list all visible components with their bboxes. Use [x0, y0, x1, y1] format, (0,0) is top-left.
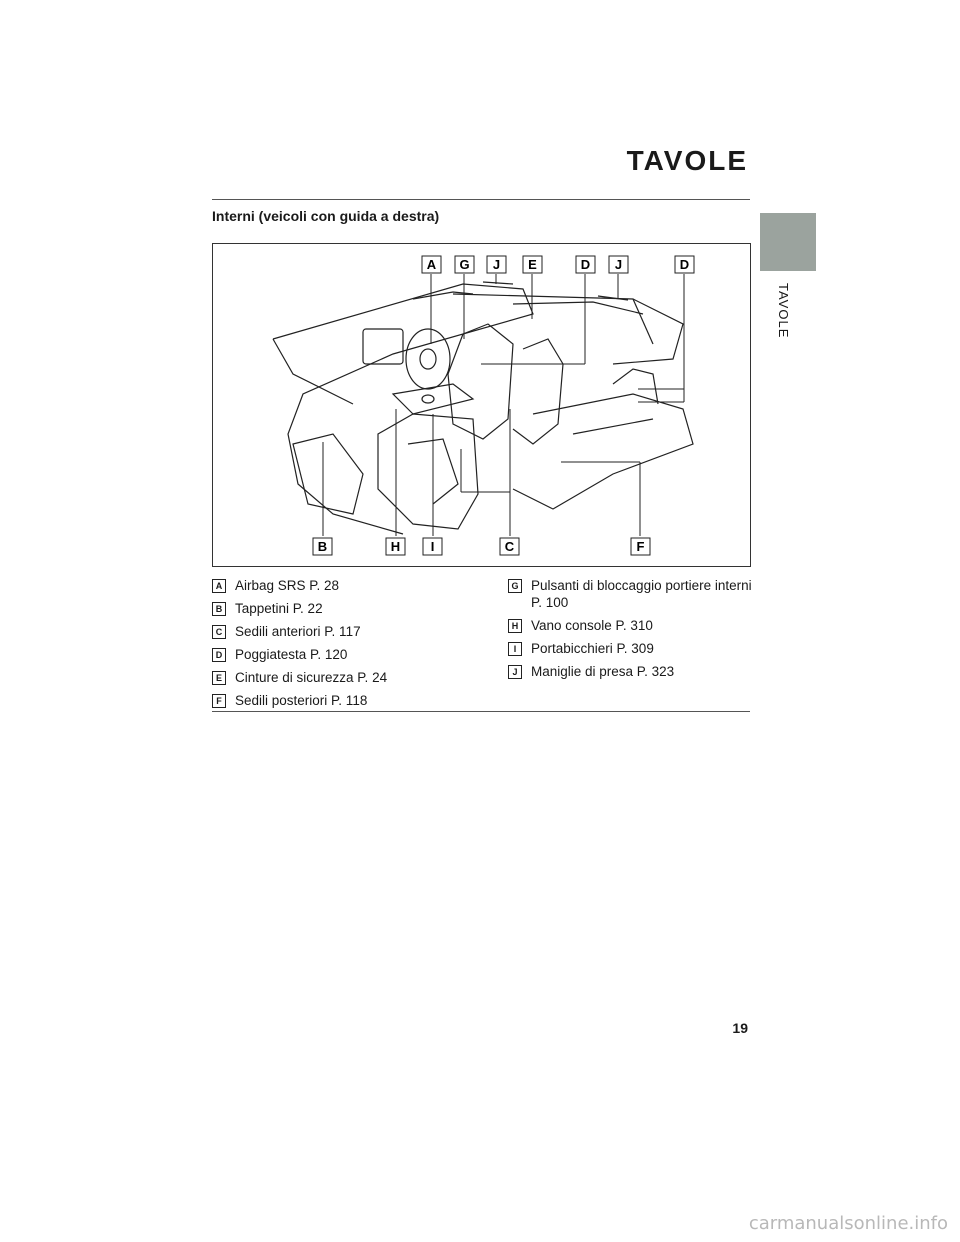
legend-badge: I: [508, 642, 522, 656]
callout-i: [423, 538, 442, 555]
svg-text:D: D: [679, 257, 690, 272]
callout-c: [500, 538, 519, 555]
legend-badge: F: [212, 694, 226, 708]
chapter-title: TAVOLE: [626, 145, 748, 176]
svg-text:J: J: [614, 257, 623, 272]
legend-item-g: [508, 577, 753, 611]
callout-d-2: [675, 256, 694, 273]
svg-text:I: I: [430, 539, 435, 554]
callout-h: [386, 538, 405, 555]
legend-text: Pulsanti di bloccaggio portiere interni P. 100: [531, 578, 752, 610]
svg-text:B: B: [317, 539, 328, 554]
svg-text:D: D: [580, 257, 591, 272]
svg-text:A: A: [426, 257, 437, 272]
legend-item-j: [508, 663, 753, 680]
legend-badge: G: [508, 579, 522, 593]
legend-item-d: [212, 646, 482, 663]
legend-badge: H: [508, 619, 522, 633]
bottom-divider: [212, 711, 750, 712]
legend-text: Poggiatesta P. 120: [235, 647, 348, 662]
legend-text: Cinture di sicurezza P. 24: [235, 670, 388, 685]
callout-d: [576, 256, 595, 273]
legend-badge: J: [508, 665, 522, 679]
callout-j-2: [609, 256, 628, 273]
legend-badge: D: [212, 648, 226, 662]
page-number: 19: [732, 1020, 748, 1036]
svg-text:G: G: [459, 257, 470, 272]
legend-item-f: [212, 692, 482, 709]
callout-f: [631, 538, 650, 555]
callout-e: [523, 256, 542, 273]
legend-text: Vano console P. 310: [531, 618, 653, 633]
svg-text:H: H: [390, 539, 401, 554]
watermark: carmanualsonline.info: [748, 1213, 948, 1234]
legend-text: Maniglie di presa P. 323: [531, 664, 675, 679]
legend-text: Sedili posteriori P. 118: [235, 693, 368, 708]
legend-text: Airbag SRS P. 28: [235, 578, 340, 593]
svg-text:C: C: [504, 539, 515, 554]
callout-a: [422, 256, 441, 273]
section-title: Interni (veicoli con guida a destra): [212, 208, 440, 224]
legend-item-c: [212, 623, 482, 640]
legend-item-a: [212, 577, 482, 594]
legend-item-e: [212, 669, 482, 686]
legend-item-i: [508, 640, 753, 657]
legend-badge: A: [212, 579, 226, 593]
legend-item-h: [508, 617, 753, 634]
legend-text: Portabicchieri P. 309: [531, 641, 654, 656]
interior-drawing: [213, 244, 750, 566]
legend-left: [212, 577, 482, 715]
chapter-tab: [760, 213, 816, 271]
legend-item-b: [212, 600, 482, 617]
svg-text:J: J: [492, 257, 501, 272]
legend-badge: C: [212, 625, 226, 639]
callout-g: [455, 256, 474, 273]
svg-text:F: F: [636, 539, 645, 554]
legend-text: Sedili anteriori P. 117: [235, 624, 361, 639]
svg-text:E: E: [528, 257, 537, 272]
top-divider: [212, 199, 750, 200]
callout-b: [313, 538, 332, 555]
legend-right: [508, 577, 753, 686]
legend-badge: B: [212, 602, 226, 616]
legend-badge: E: [212, 671, 226, 685]
chapter-tab-label: TAVOLE: [776, 283, 791, 339]
legend-text: Tappetini P. 22: [235, 601, 323, 616]
callout-j: [487, 256, 506, 273]
interior-illustration: [212, 243, 751, 567]
